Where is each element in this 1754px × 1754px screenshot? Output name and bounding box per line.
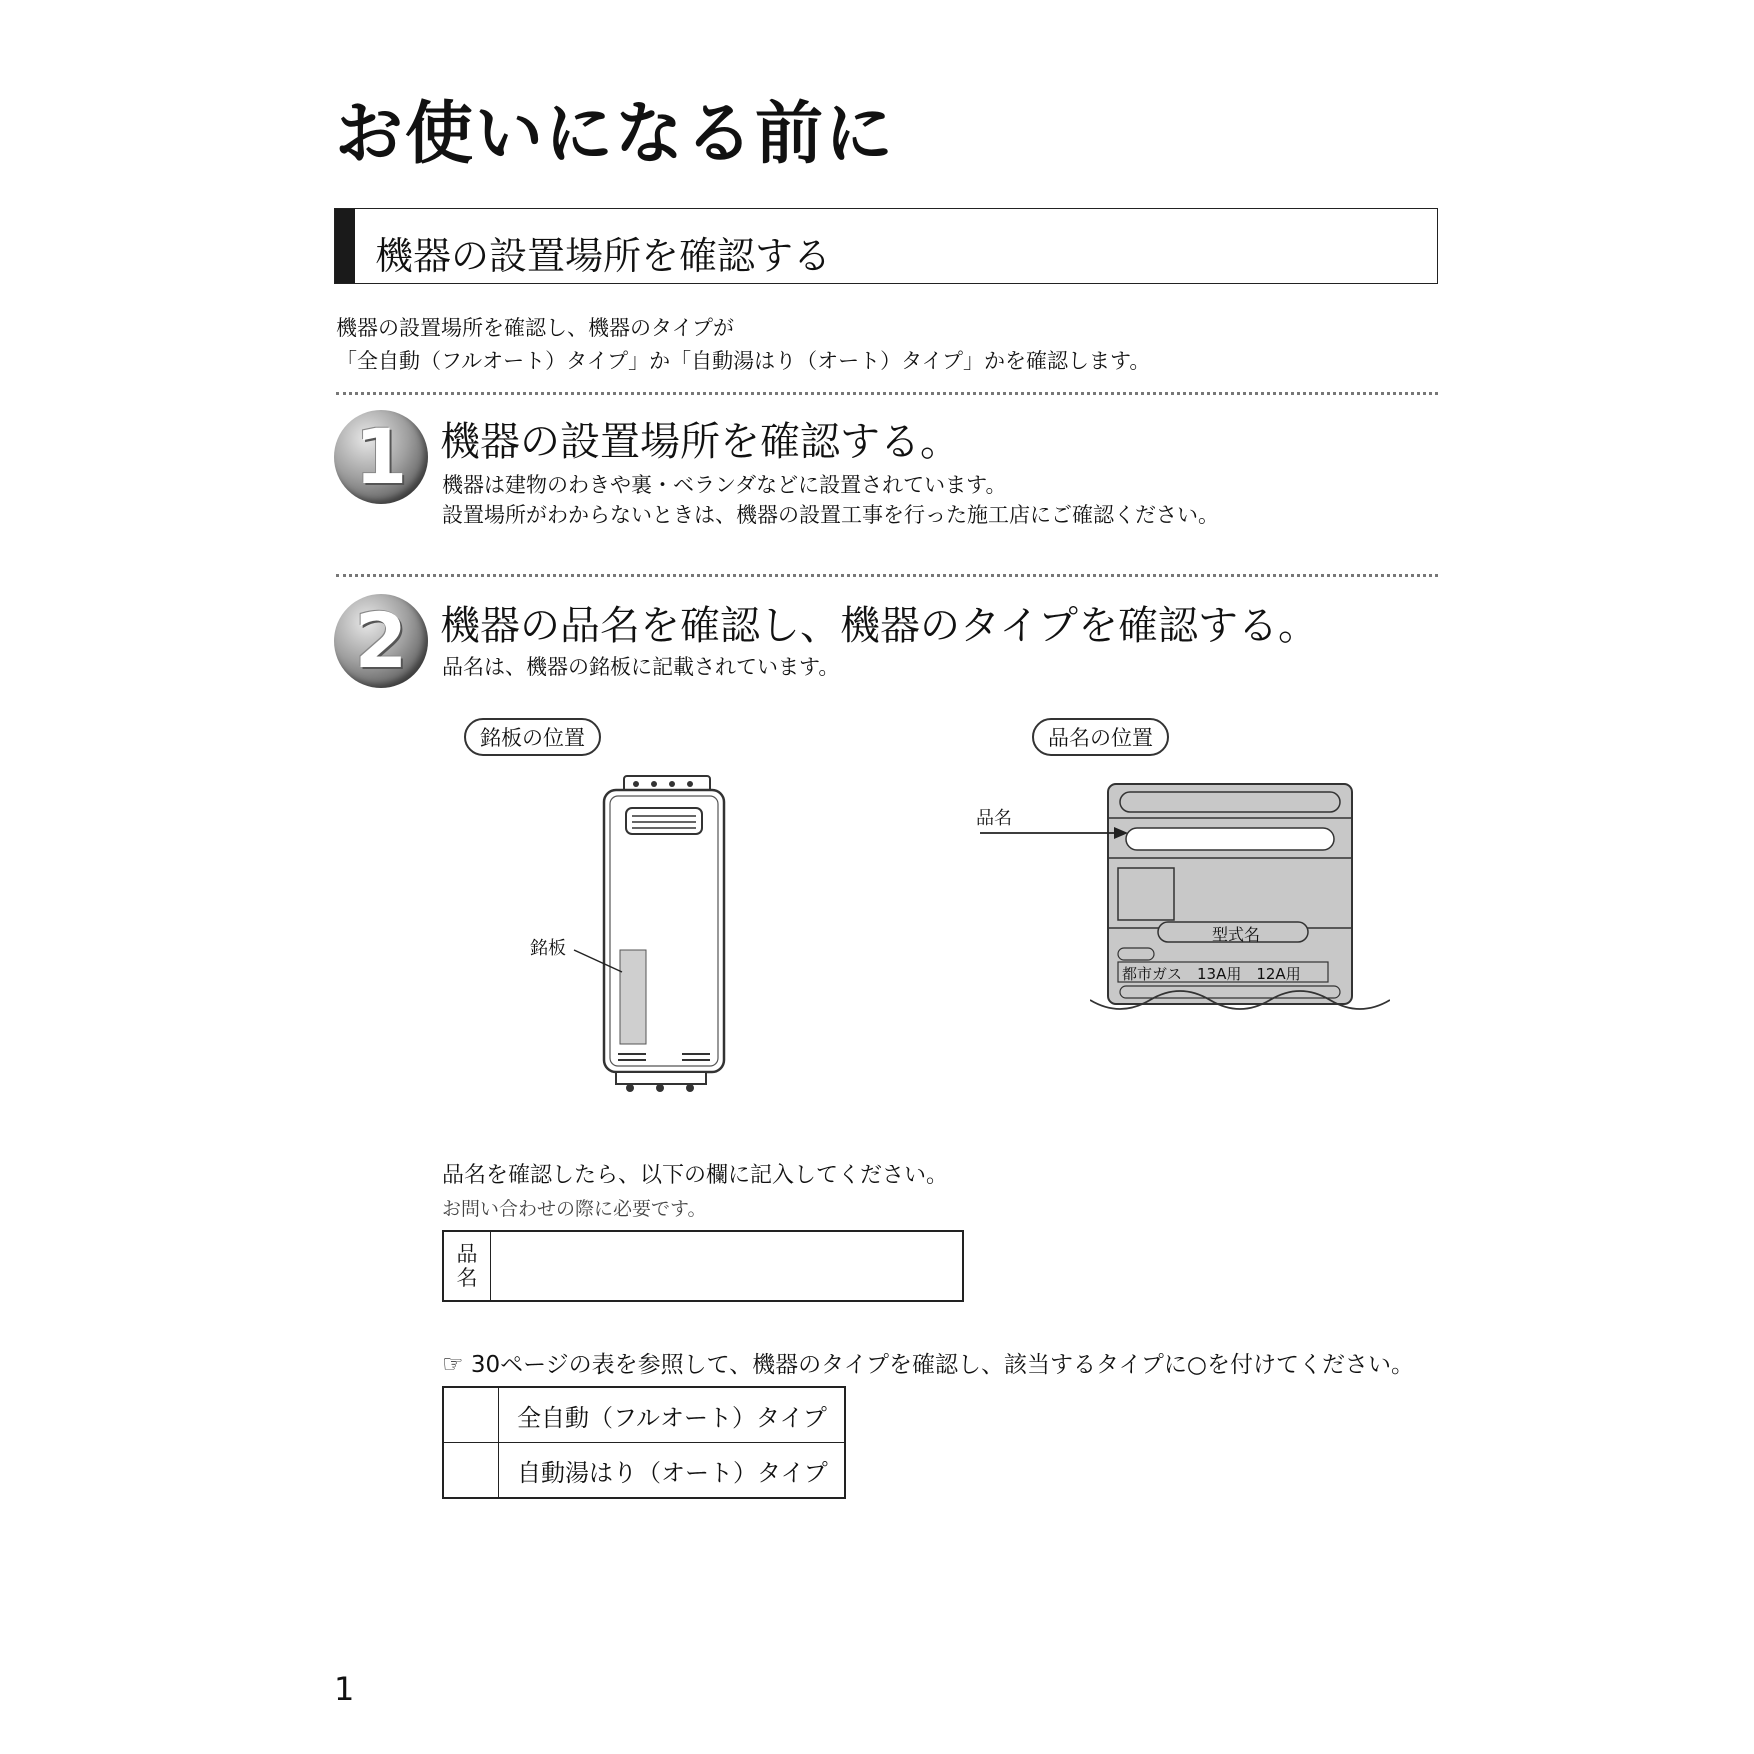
nameplate-detail-illustration <box>1090 780 1390 1020</box>
model-name-label: 型式名 <box>1212 925 1261 944</box>
step-body-line: 機器は建物のわきや裏・ベランダなどに設置されています。 <box>442 473 1007 497</box>
step-number: 2 <box>354 596 408 685</box>
record-sub-note: お問い合わせの際に必要です。 <box>442 1198 707 1220</box>
product-name-position-caption: 品名の位置 <box>1032 718 1169 756</box>
gas-type-line: 都市ガス 13A用 12A用 <box>1122 965 1301 983</box>
step-body-line: 設置場所がわからないときは、機器の設置工事を行った施工店にご確認ください。 <box>442 503 1219 527</box>
product-name-header-char: 名 <box>456 1266 478 1290</box>
table-row <box>443 1443 845 1499</box>
step-1-badge <box>334 410 428 504</box>
page-title: お使いになる前に <box>335 95 896 174</box>
nameplate-position-caption: 銘板の位置 <box>464 718 601 756</box>
product-name-header <box>443 1231 491 1301</box>
type-check-cell[interactable] <box>443 1443 499 1499</box>
step-1-body <box>442 470 1219 530</box>
intro-text <box>336 312 1150 378</box>
dotted-divider <box>336 574 1438 577</box>
intro-line: 機器の設置場所を確認し、機器のタイプが <box>336 316 734 340</box>
product-name-table <box>442 1230 964 1302</box>
step-1-title: 機器の設置場所を確認する。 <box>440 419 960 465</box>
type-check-cell[interactable] <box>443 1387 499 1443</box>
type-label: 自動湯はり（オート）タイプ <box>499 1443 846 1499</box>
section-header-bar <box>335 209 355 283</box>
product-name-entry-field[interactable] <box>491 1231 964 1301</box>
product-name-label: 品名 <box>976 808 1012 829</box>
section-header <box>334 208 1438 284</box>
reference-note <box>442 1346 1414 1379</box>
nameplate-label: 銘板 <box>530 938 566 959</box>
pointing-hand-icon: ☞ <box>442 1350 464 1378</box>
step-number: 1 <box>354 412 408 501</box>
step-body-line: 品名は、機器の銘板に記載されています。 <box>442 655 840 679</box>
dotted-divider <box>336 392 1438 395</box>
reference-text: 30ページの表を参照して、機器のタイプを確認し、該当するタイプに○を付けてください。 <box>470 1352 1414 1378</box>
step-2-badge <box>334 594 428 688</box>
section-title: 機器の設置場所を確認する <box>375 234 832 278</box>
step-2-title: 機器の品名を確認し、機器のタイプを確認する。 <box>440 603 1318 649</box>
record-instruction: 品名を確認したら、以下の欄に記入してください。 <box>442 1163 949 1188</box>
page-number: 1 <box>334 1670 355 1708</box>
type-selection-table <box>442 1386 846 1499</box>
table-row <box>443 1387 845 1443</box>
product-name-header-char: 品 <box>456 1242 478 1266</box>
step-2-body <box>442 652 839 682</box>
type-label: 全自動（フルオート）タイプ <box>499 1387 846 1443</box>
intro-line: 「全自動（フルオート）タイプ」か「自動湯はり（オート）タイプ」かを確認します。 <box>336 349 1151 373</box>
